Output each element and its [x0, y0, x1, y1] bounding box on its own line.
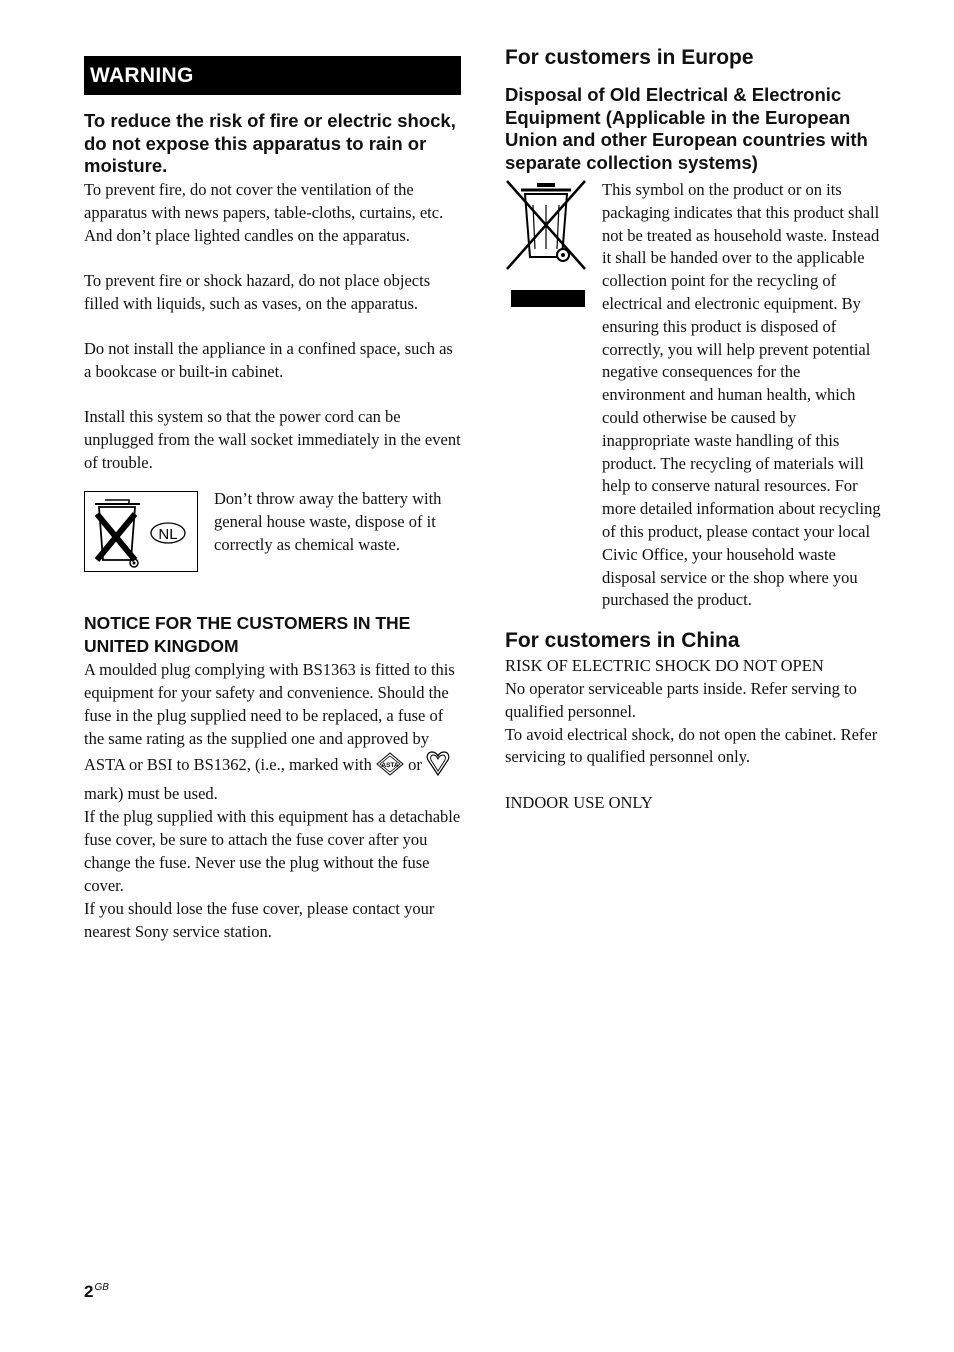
page-number [84, 1282, 109, 1302]
battery-disposal-icon [84, 491, 198, 572]
warning-paragraph-ventilation: To prevent fire, do not cover the ventilation of the apparatus with news papers, table-cloths, curtains, etc. And don’t place lighted candles on the apparatus. [84, 179, 444, 245]
battery-disposal-text: Don’t throw away the battery with general house waste, dispose of it correctly as chemical waste. [214, 488, 442, 554]
asta-mark-icon [376, 752, 404, 782]
uk-notice-heading: NOTICE FOR THE CUSTOMERS IN THE UNITED KINGDOM [84, 612, 411, 656]
nl-badge-text: NL [158, 525, 178, 543]
uk-notice-text-2: mark) must be used. [84, 783, 218, 803]
china-indoor-use: INDOOR USE ONLY [505, 792, 653, 812]
weee-disposal-heading: Disposal of Old Electrical & Electronic Equipment (Applicable in the European Union and other European countries with separate collection systems) [505, 84, 868, 173]
warning-paragraph-liquids: To prevent fire or shock hazard, do not place objects filled with liquids, such as vases, on the apparatus. [84, 270, 431, 313]
uk-notice-paragraph-2: If the plug supplied with this equipment has a detachable fuse cover, be sure to attach the fuse cover after you change the fuse. Never use the plug without the fuse cover. [84, 806, 461, 895]
warning-lead-heading: To reduce the risk of fire or electric shock, do not expose this apparatus to rain or moisture. [84, 110, 456, 176]
china-avoid-shock: To avoid electrical shock, do not open the cabinet. Refer servicing to qualified personnel only. [505, 724, 878, 767]
uk-notice-or: or [408, 754, 422, 774]
china-section [505, 627, 885, 815]
crossed-out-wheelie-bin-icon [505, 179, 587, 309]
weee-section [505, 179, 885, 612]
uk-notice-paragraph-3: If you should lose the fuse cover, please contact your nearest Sony service station. [84, 898, 435, 941]
asta-mark-text: ASTA [381, 761, 399, 769]
warning-paragraph-confined-space: Do not install the appliance in a confined space, such as a bookcase or built-in cabinet. [84, 338, 453, 381]
right-column [505, 44, 885, 815]
china-risk-line: RISK OF ELECTRIC SHOCK DO NOT OPEN [505, 656, 824, 676]
warning-banner: WARNING [84, 56, 461, 95]
europe-heading: For customers in Europe [505, 46, 754, 69]
weee-disposal-text: This symbol on the product or on its packaging indicates that this product shall not be treated as household waste. Instead it shall be handed over to the applicable collection point for the recycling of electrical and electronic equipment. By ensuring this product is disposed of correctly, you will help prevent potential negative consequences for the environment and human health, which could otherwise be caused by inappropriate waste handling of this product. The recycling of materials will help to conserve natural resources. For more detailed information about recycling of this product, please contact your local Civic Office, your household waste disposal service or the shop where you purchased the product. [602, 180, 881, 610]
battery-disposal-notice [84, 488, 461, 572]
left-column [84, 56, 461, 943]
china-no-serviceable-parts: No operator serviceable parts inside. Refer serving to qualified personnel. [505, 678, 857, 721]
page-number-value: 2 [84, 1282, 94, 1301]
bsi-kitemark-icon [426, 750, 450, 782]
uk-notice-text-1: A moulded plug complying with BS1363 is fitted to this equipment for your safety and convenience. Should the fuse in the plug supplied need to be replaced, a fuse of the same rating as the supplied one and approved by ASTA or BSI to BS1362, (i.e., marked with [84, 659, 455, 774]
uk-notice-paragraph-1 [84, 658, 461, 805]
page-number-suffix: GB [94, 1282, 109, 1293]
warning-paragraph-power-cord: Install this system so that the power cord can be unplugged from the wall socket immediately in the event of trouble. [84, 406, 461, 472]
china-heading: For customers in China [505, 629, 740, 653]
